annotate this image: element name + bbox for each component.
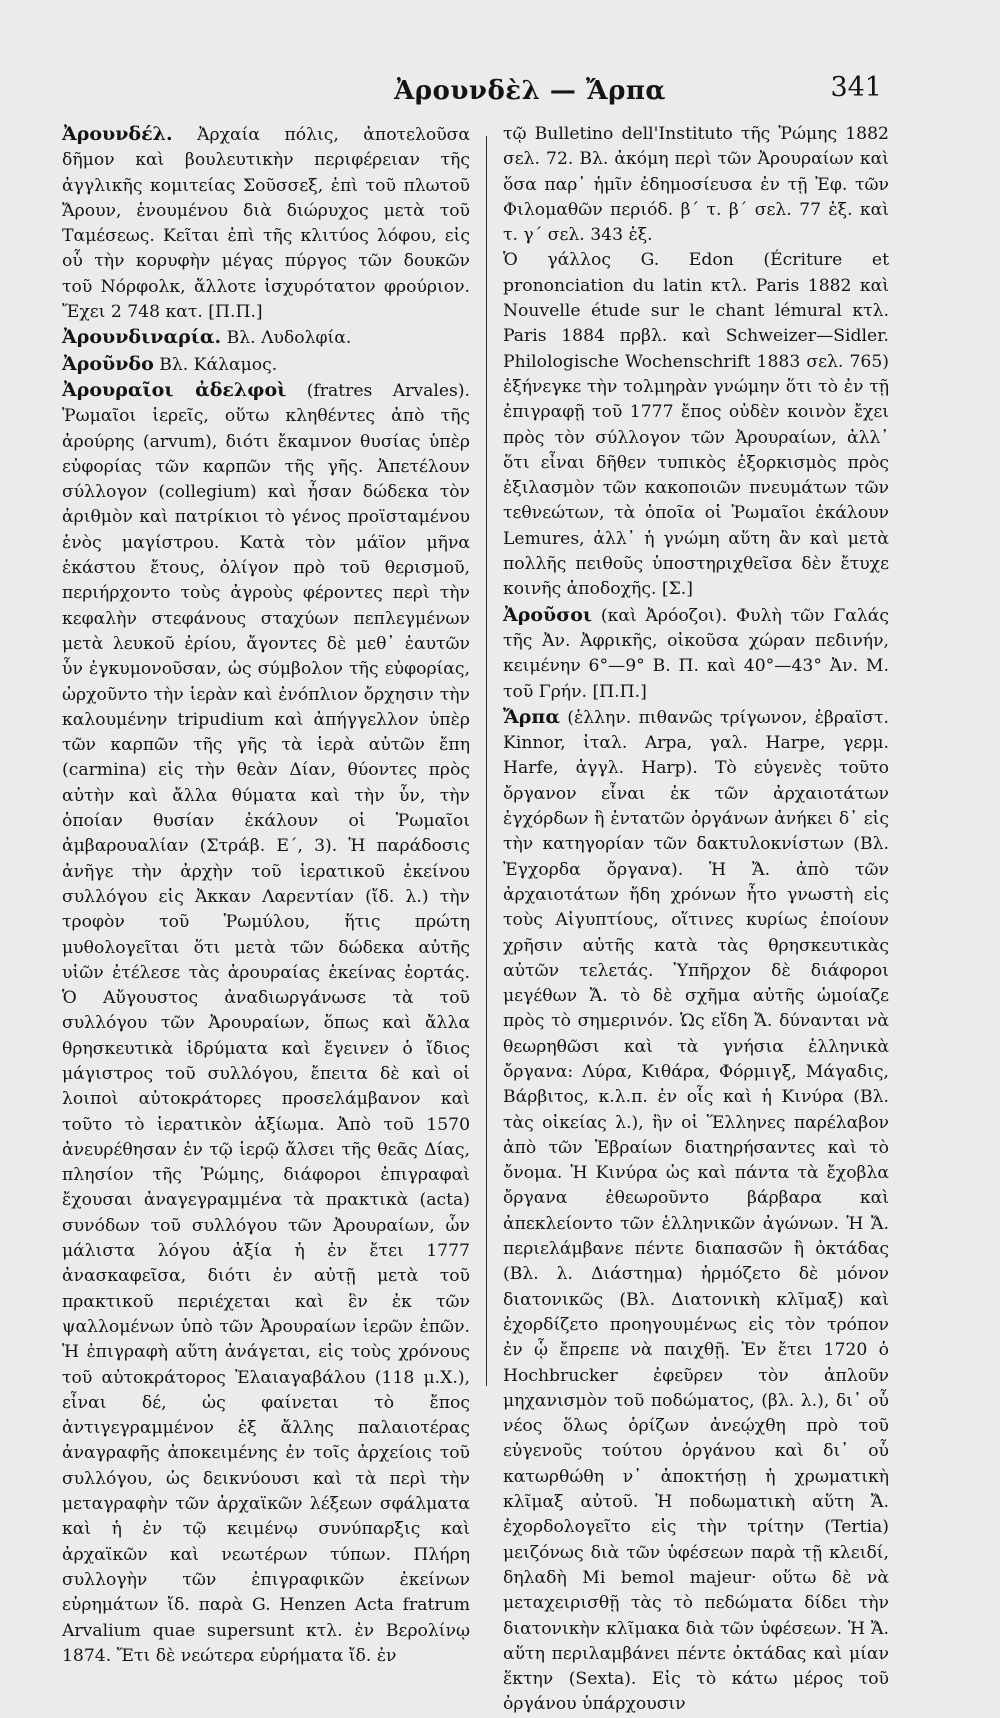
- entry-arvales: [62, 378, 470, 1669]
- page-number: 341: [830, 72, 882, 103]
- entry-text: Βλ. Λυδολφία.: [221, 328, 352, 349]
- left-column: [62, 122, 470, 1669]
- entry-text: Ἀρχαία πόλις, ἀποτελοῦσα δῆμον καὶ βουλευτικὴν περιφέρειαν τῆς ἀγγλικῆς κομιτείας Σοῦσσεξ, ἐπὶ τοῦ πλωτοῦ Ἄρουν, ἑνουμένου διὰ διώρυχος μετὰ τοῦ Ταμέσεως. Κεῖται ἐπὶ τῆς κλιτύος λόφου, εἰς οὗ τὴν κορυφὴν μέγας πύργος τῶν δουκῶν τοῦ Νόρφολκ, ἄλλοτε ἰσχυρότατον φρούριον. Ἔχει 2 748 κατ. [Π.Π.]: [62, 125, 470, 323]
- entry-headword: Ἀροῦσοι: [503, 603, 593, 626]
- entry-headword: Ἀρουνδιναρία.: [62, 326, 222, 349]
- entry-text: Ὁ γάλλος G. Edon (Écriture et prononciation du latin κτλ. Paris 1882 καὶ Nouvelle étude sur le chant lémural κτλ. Paris 1884 πρβλ. καὶ Schweizer—Sidler. Philologische Wochenschrift 1883 σελ. 765) ἐξήνεγκε τὴν τολμηρὰν γνώμην ὅτι τὸ ἐν τῇ ἐπιγραφῇ τοῦ 1777 ἔπος οὐδὲν κοινὸν ἔχει πρὸς τὸν σύλλογον τῶν Ἀρουραίων, ἀλλ᾽ ὅτι εἶναι δῆθεν τυπικὸς ἐξορκισμὸς πρὸς ἐξιλασμὸν τῶν κακοποιῶν πνευμάτων τῶν τεθνεώτων, τὰ ὁποῖα οἱ Ῥωμαῖοι ἐκάλουν Lemures, ἀλλ᾽ ἡ γνώμη αὕτη ἂν καὶ μετὰ πολλῆς πειθοῦς ὑποστηριχθεῖσα δὲν ἔτυχε κοινῆς ἀποδοχῆς. [Σ.]: [503, 250, 889, 600]
- entry-headword: Ἀρουραῖοι ἀδελφοὶ: [62, 378, 287, 401]
- entry-arpa: [503, 705, 889, 1718]
- entry-arundo: [62, 352, 470, 378]
- entry-arousoi: [503, 603, 889, 705]
- entry-text: τῷ Bulletino dell'Instituto τῆς Ῥώμης 1882 σελ. 72. Βλ. ἀκόμη περὶ τῶν Ἀρουραίων καὶ ὅσα παρ᾽ ἡμῖν ἐδημοσίευσα ἐν τῇ Ἐφ. τῶν Φιλομαθῶν περιόδ. β΄ τ. β΄ σελ. 77 ἑξ. καὶ τ. γ΄ σελ. 343 ἑξ.: [503, 124, 889, 246]
- entry-edon-note: [503, 248, 889, 602]
- entry-continuation: [503, 122, 889, 248]
- entry-arundel: [62, 122, 470, 325]
- entry-headword: Ἀρουνδέλ.: [62, 123, 173, 145]
- column-divider: [486, 136, 487, 1386]
- entry-text: (fratres Arvales). Ῥωμαῖοι ἱερεῖς, οὕτω κληθέντες ἀπὸ τῆς ἀρούρης (arvum), διότι ἔκαμνον θυσίας ὑπὲρ εὐφορίας τῶν καρπῶν τῆς γῆς. Ἀπετέλουν σύλλογον (collegium) καὶ ἦσαν δώδεκα τὸν ἀριθμὸν καὶ πατρίκιοι τὸ γένος προϊσταμένου ἑνὸς μαγίστρου. Κατὰ τὸν μάϊον μῆνα ἑκάστου ἔτους, ὀλίγον πρὸ τοῦ θερισμοῦ, περιήρχοντο τοὺς ἀγροὺς φέροντες περὶ τὴν κεφαλὴν στεφάνους σταχύων πεπλεγμένων μετὰ λευκοῦ ἐρίου, ἄγοντες δὲ μεθ᾽ ἑαυτῶν ὗν ἐγκυμονοῦσαν, ὡς σύμβολον τῆς εὐφορίας, ὠρχοῦντο τὴν ἱερὰν καὶ ἐνόπλιον ὄρχησιν τὴν καλουμένην tripudium καὶ ἀπήγγελλον ὑπὲρ τῶν καρπῶν τῆς γῆς τὰ ἱερὰ αὐτῶν ἔπη (carmina) εἰς τὴν θεὰν Δίαν, θύοντες πρὸς αὐτὴν καὶ ἄλλα θύματα καὶ τὴν ὗν, τὴν ὁποίαν θυσίαν ἐκάλουν οἱ Ῥωμαῖοι ἀμβαρουαλίαν (Στράβ. Ε΄, 3). Ἡ παράδοσις ἀνῆγε τὴν ἀρχὴν τοῦ ἱερατικοῦ ἐκείνου συλλόγου εἰς Ἀκκαν Λαρεντίαν (ἴδ. λ.) τὴν τροφὸν τοῦ Ῥωμύλου, ἥτις πρώτη μυθολογεῖται ὅτι μετὰ τῶν δώδεκα αὐτῆς υἱῶν ἐτέλεσε τὰς ἀρουραίας ἑκείνας ἑορτάς. Ὁ Αὔγουστος ἀναδιωργάνωσε τὰ τοῦ συλλόγου τῶν Ἀρουραίων, ὅπως καὶ ἄλλα θρησκευτικὰ ἱδρύματα καὶ ἔγεινεν ὁ ἴδιος μάγιστρος τοῦ συλλόγου, ἔπειτα δὲ καὶ οἱ λοιποὶ αὐτοκράτορες προσελάμβανον καὶ τοῦτο τὸ ἱερατικὸν ἀξίωμα. Ἀπὸ τοῦ 1570 ἀνευρέθησαν ἐν τῷ ἱερῷ ἄλσει τῆς θεᾶς Δίας, πλησίον τῆς Ῥώμης, διάφοροι ἐπιγραφαὶ ἔχουσαι ἀναγεγραμμένα τὰ πρακτικὰ (acta) συνόδων τοῦ συλλόγου τῶν Ἀρουραίων, ὧν μάλιστα λόγου ἀξία ἡ ἐν ἔτει 1777 ἀνασκαφεῖσα, διότι ἐν αὐτῇ μετὰ τοῦ πρακτικοῦ περιέχεται καὶ ἓν ἐκ τῶν ψαλλομένων ὑπὸ τῶν Ἀρουραίων ἱερῶν ἐπῶν. Ἡ ἐπιγραφὴ αὕτη ἀνάγεται, εἰς τοὺς χρόνους τοῦ αὐτοκράτορος Ἐλαιαγαβάλου (118 μ.Χ.), εἶναι δέ, ὡς φαίνεται τὸ ἔπος ἀντιγεγραμμένον ἐξ ἄλλης παλαιοτέρας ἀναγραφῆς ἀποκειμένης ἐν τοῖς ἀρχείοις τοῦ συλλόγου, ὡς δεικνύουσι καὶ τὰ περὶ τὴν μεταγραφὴν τῶν ἀρχαϊκῶν λέξεων σφάλματα καὶ ἡ ἐν τῷ κειμένῳ συνύπαρξις καὶ ἀρχαϊκῶν καὶ νεωτέρων τύπων. Πλήρη συλλογὴν τῶν ἐπιγραφικῶν ἐκείνων εὑρημάτων ἴδ. παρὰ G. Henzen Acta fratrum Arvalium quae supersunt κτλ. ἐν Βερολίνῳ 1874. Ἔτι δὲ νεώτερα εὑρήματα ἴδ. ἐν: [62, 380, 470, 1666]
- entry-text: Βλ. Κάλαμος.: [153, 354, 278, 375]
- entry-text: (καὶ Ἀρόοζοι). Φυλὴ τῶν Γαλάς τῆς Ἀν. Ἀφρικῆς, οἰκοῦσα χώραν πεδινήν, κειμένην 6°—9° Β. Π. καὶ 40°—43° Ἀν. Μ. τοῦ Γρήν. [Π.Π.]: [503, 605, 889, 702]
- entry-text: (ἑλλην. πιθανῶς τρίγωνον, ἑβραϊστ. Kinnor, ἰταλ. Arpa, γαλ. Harpe, γερμ. Harfe, ἀγγλ. Harp). Τὸ εὐγενὲς τοῦτο ὄργανον εἶναι ἐκ τῶν ἀρχαιοτάτων ἐγχόρδων ἢ ἐντατῶν ὀργάνων ἀνήκει δ᾽ εἰς τὴν κατηγορίαν τῶν δακτυλοκνίστων (Βλ. Ἐγχορδα ὄργανα). Ἡ Ἄ. ἀπὸ τῶν ἀρχαιοτάτων ἤδη χρόνων ἦτο γνωστὴ εἰς τοὺς Αἰγυπτίους, οἵτινες κυρίως ἐποίουν χρῆσιν αὐτῆς κατὰ τὰς θρησκευτικὰς αὐτῶν τελετάς. Ὑπῆρχον δὲ διάφοροι μεγέθων Ἄ. τὸ δὲ σχῆμα αὐτῆς ὡμοίαζε πρὸς τὸ σημερινόν. Ὡς εἴδη Ἄ. δύνανται νὰ θεωρηθῶσι καὶ τὰ γνήσια ἑλληνικὰ ὄργανα: Λύρα, Κιθάρα, Φόρμιγξ, Μάγαδις, Βάρβιτος, κ.λ.π. ἐν οἷς καὶ ἡ Κινύρα (Βλ. τὰς οἰκείας λ.), ἣν οἱ Ἕλληνες παρέλαβον ἀπὸ τῶν Ἑβραίων διατηρήσαντες καὶ τὸ ὄνομα. Ἡ Κινύρα ὡς καὶ πάντα τὰ ἔχοβλα ὄργανα ἐθεωροῦντο βάρβαρα καὶ ἀπεκλείοντο τῶν ἑλληνικῶν ἀγώνων. Ἡ Ἄ. περιελάμβανε πέντε διαπασῶν ἢ ὀκτάδας (Βλ. λ. Διάστημα) ἡρμόζετο δὲ μόνον διατονικῶς (Βλ. Διατονικὴ κλῖμαξ) καὶ ἐχορδίζετο προηγουμένως εἰς τὸν τρόπον ἐν ᾧ ἔπρεπε νὰ παιχθῇ. Ἐν ἔτει 1720 ὁ Hochbrucker ἐφεῦρεν τὸν ἁπλοῦν μηχανισμὸν τοῦ ποδώματος, (βλ. λ.), δι᾽ οὗ νέος ὅλως ὁρίζων ἀνεῴχθη πρὸ τοῦ εὐγενοῦς τούτου ὀργάνου καὶ δι᾽ οὗ κατωρθώθη ν᾽ ἀποκτήσῃ ἡ χρωματικὴ κλῖμαξ αὐτοῦ. Ἡ ποδωματικὴ αὕτη Ἄ. ἐχορδολογεῖτο εἰς τὴν τρίτην (Tertia) μειζόνως διὰ τῶν ὑφέσεων παρὰ τῇ κλειδί, δηλαδὴ Mi bemol majeur· οὕτω δὲ νὰ μεταχειρισθῇ τὰς τὸ πεδώματα δίδει τὴν διατονικὴν κλῖμακα διὰ τῶν ὑφέσεων. Ἡ Ἄ. αὕτη περιλαμβάνει πέντε ὀκτάδας καὶ μίαν ἕκτην (Sexta). Εἰς τὸ κάτω μέρος τοῦ ὀργάνου ὑπάρχουσιν: [503, 707, 889, 1715]
- entry-arundinaria: [62, 325, 470, 351]
- entry-headword: Ἄρπα: [503, 705, 560, 728]
- running-head: Ἀρουνδὲλ — Ἄρπα: [394, 76, 666, 106]
- right-column: [503, 122, 889, 1718]
- entry-headword: Ἀροῦνδο: [62, 352, 154, 375]
